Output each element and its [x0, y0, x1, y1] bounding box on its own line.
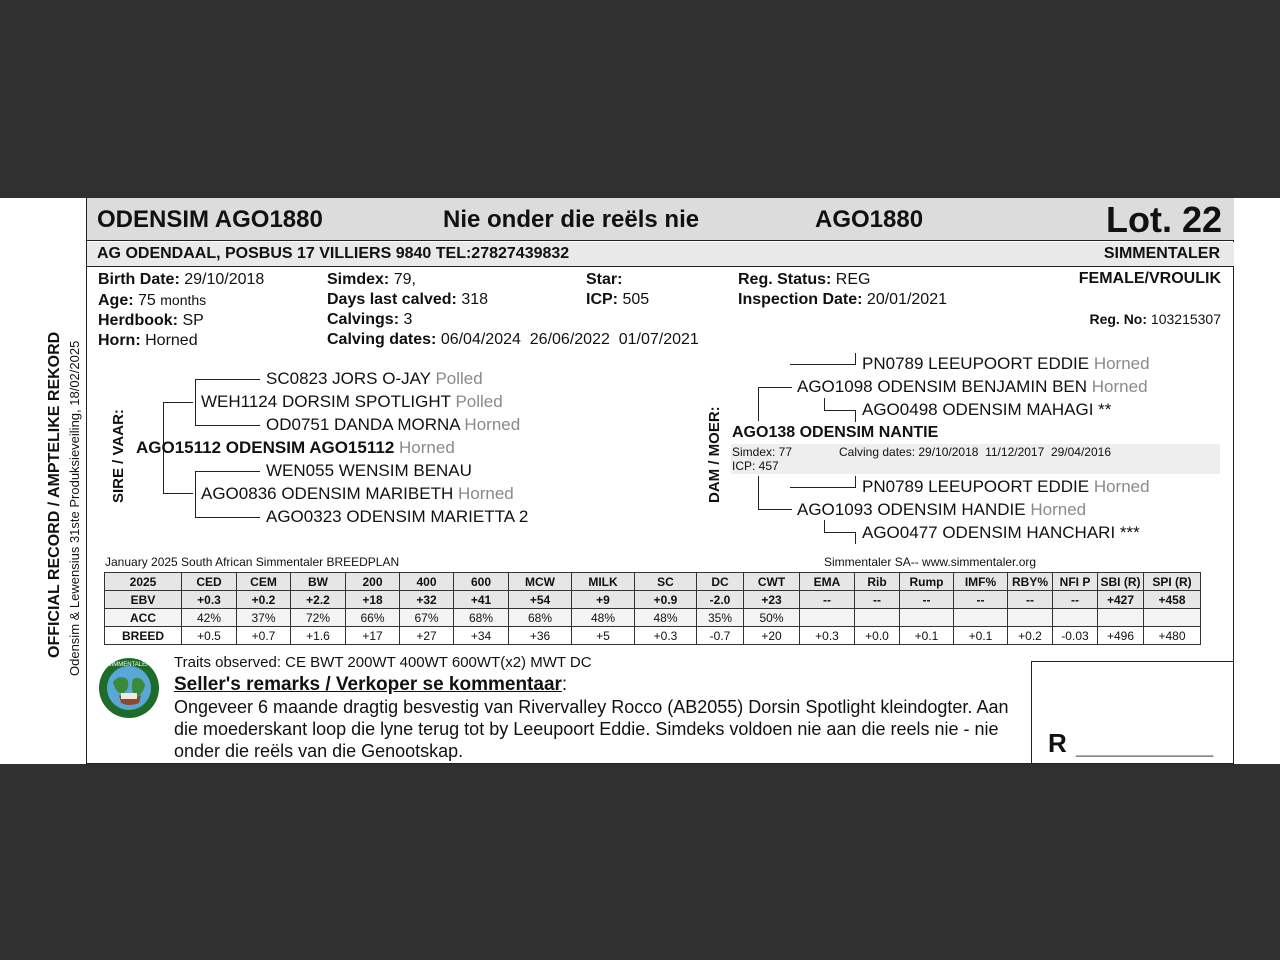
horn-value: Horned: [145, 332, 198, 349]
age-unit: months: [160, 292, 207, 308]
ped-horn: Horned: [1093, 354, 1150, 373]
ped-horn: Polled: [455, 392, 503, 411]
breedplan-cell: -2.0: [697, 591, 744, 609]
breedplan-cell: +20: [744, 627, 800, 645]
breedplan-cell: +34: [454, 627, 509, 645]
breedplan-cell: CEM: [237, 573, 291, 591]
info-col-1: [98, 270, 264, 351]
remarks-colon: :: [561, 674, 568, 695]
breedplan-cell: --: [800, 591, 855, 609]
sire-dam-dam: [266, 507, 528, 527]
breedplan-cell: Rib: [855, 573, 900, 591]
breedplan-cell: -0.7: [697, 627, 744, 645]
breedplan-cell: SPI (R): [1144, 573, 1201, 591]
official-record-label: OFFICIAL RECORD / AMPTELIKE REKORD: [46, 331, 63, 658]
breedplan-cell: +9: [572, 591, 635, 609]
dam-icp: ICP: 457: [732, 459, 779, 473]
dam-simdex: Simdex: 77: [732, 445, 793, 459]
traits-observed: Traits observed: CE BWT 200WT 400WT 600WT(x2) MWT DC: [174, 654, 592, 671]
ped-name: PN0789 LEEUPOORT EDDIE: [862, 354, 1090, 373]
breedplan-cell: +0.3: [635, 627, 697, 645]
breedplan-cell: SBI (R): [1098, 573, 1144, 591]
sire-sire-sire: [266, 369, 483, 389]
breedplan-cell: +23: [744, 591, 800, 609]
breedplan-acc-row: [105, 609, 1201, 627]
ped-name: AGO0477 ODENSIM HANCHARI ***: [862, 523, 1140, 542]
animal-name: ODENSIM AGO1880: [97, 206, 323, 233]
breed-name: SIMMENTALER: [1103, 245, 1220, 262]
ped-horn: Horned: [399, 438, 455, 457]
breedplan-cell: +2.2: [291, 591, 346, 609]
breedplan-cell: EBV: [105, 591, 182, 609]
breedplan-cell: 72%: [291, 609, 346, 627]
breedplan-cell: [954, 609, 1008, 627]
ped-name: AGO15112 ODENSIM AGO15112: [136, 438, 395, 457]
lot-title: Nie onder die reëls nie: [443, 206, 700, 233]
breedplan-cell: 50%: [744, 609, 800, 627]
breedplan-cell: 48%: [572, 609, 635, 627]
breedplan-cell: +0.2: [1008, 627, 1053, 645]
breedplan-cell: 200: [346, 573, 400, 591]
dam-dam: [797, 500, 1086, 520]
ped-horn: Horned: [464, 415, 521, 434]
ped-horn: Horned: [1093, 477, 1150, 496]
remarks-text: Ongeveer 6 maande dragtig besvestig van Rivervalley Rocco (AB2055) Dorsin Spotlight kleindogter. Aan die moederskant loop die lyne terug tot by Leeupoort Eddie. Simdeks voldoen nie aan die reels nie - nie onder die reëls van die Genootskap.: [174, 697, 1009, 761]
ped-name: WEN055 WENSIM BENAU: [266, 461, 472, 480]
breedplan-cell: +17: [346, 627, 400, 645]
price-symbol: R: [1048, 728, 1067, 758]
breedplan-cell: CWT: [744, 573, 800, 591]
ped-name: AGO1098 ODENSIM BENJAMIN BEN: [797, 377, 1088, 396]
sire: [136, 438, 455, 458]
calvings-label: Calvings:: [327, 311, 400, 328]
breedplan-cell: [1008, 609, 1053, 627]
breedplan-cell: RBY%: [1008, 573, 1053, 591]
star-label: Star:: [586, 271, 623, 288]
ped-horn: Polled: [435, 369, 483, 388]
breedplan-cell: +427: [1098, 591, 1144, 609]
sex-label: FEMALE/VROULIK: [1078, 270, 1221, 287]
simdex-label: Simdex:: [327, 271, 390, 288]
breedplan-cell: Rump: [900, 573, 954, 591]
breedplan-cell: 68%: [454, 609, 509, 627]
herdbook-label: Herdbook:: [98, 312, 178, 329]
breedplan-cell: 42%: [182, 609, 237, 627]
breedplan-cell: DC: [697, 573, 744, 591]
ped-horn: Horned: [457, 484, 514, 503]
breedplan-cell: [900, 609, 954, 627]
breedplan-website: Simmentaler SA-- www.simmentaler.org: [824, 555, 1037, 569]
breedplan-cell: +1.6: [291, 627, 346, 645]
dam-label: DAM / MOER:: [706, 406, 723, 503]
ped-name: OD0751 DANDA MORNA: [266, 415, 460, 434]
breedplan-cell: +32: [400, 591, 454, 609]
breedplan-cell: [1144, 609, 1201, 627]
simdex-value: 79,: [393, 271, 416, 288]
breedplan-cell: ACC: [105, 609, 182, 627]
breedplan-breed-row: [105, 627, 1201, 645]
horn-label: Horn:: [98, 332, 141, 349]
breedplan-cell: 68%: [509, 609, 572, 627]
sire-dam: [201, 484, 514, 504]
dam-stats-box: [731, 444, 1220, 474]
breedplan-cell: BW: [291, 573, 346, 591]
reg-status-value: REG: [835, 271, 871, 288]
inspection-date-label: Inspection Date:: [738, 291, 863, 308]
breedplan-cell: +0.1: [900, 627, 954, 645]
remarks-title: Seller's remarks / Verkoper se kommentaar: [174, 674, 562, 695]
breedplan-cell: +27: [400, 627, 454, 645]
breedplan-cell: +0.7: [237, 627, 291, 645]
breedplan-cell: CED: [182, 573, 237, 591]
breedplan-cell: 600: [454, 573, 509, 591]
icp-label: ICP:: [586, 291, 618, 308]
breedplan-cell: MILK: [572, 573, 635, 591]
breedplan-cell: 48%: [635, 609, 697, 627]
breedplan-cell: +36: [509, 627, 572, 645]
sire-label: SIRE / VAAR:: [110, 409, 127, 503]
breedplan-cell: [1053, 609, 1098, 627]
dam-sire-sire: [862, 354, 1150, 374]
breedplan-cell: +0.0: [855, 627, 900, 645]
sire-sire: [201, 392, 503, 412]
ped-name: AGO1093 ODENSIM HANDIE: [797, 500, 1026, 519]
breedplan-cell: +54: [509, 591, 572, 609]
info-col-3: [586, 270, 649, 310]
breedplan-ebv-row: [105, 591, 1201, 609]
calvings-value: 3: [403, 311, 413, 328]
reg-no-label: Reg. No:: [1089, 311, 1148, 327]
dam-dam-dam: [862, 523, 1140, 543]
breeder-bar: [87, 242, 1234, 267]
breeder-address: AG ODENDAAL, POSBUS 17 VILLIERS 9840 TEL:27827439832: [97, 245, 570, 262]
breedplan-cell: +0.3: [800, 627, 855, 645]
ped-name: PN0789 LEEUPOORT EDDIE: [862, 477, 1090, 496]
breedplan-cell: +0.9: [635, 591, 697, 609]
auction-label: Odensim & Lewensius 31ste Produksieveiling, 18/02/2025: [67, 340, 82, 676]
breedplan-cell: [1098, 609, 1144, 627]
breedplan-cell: +0.2: [237, 591, 291, 609]
breedplan-caption: January 2025 South African Simmentaler BREEDPLAN: [105, 555, 400, 569]
animal-code: AGO1880: [815, 206, 924, 233]
breedplan-cell: BREED: [105, 627, 182, 645]
birth-date: 29/10/2018: [184, 271, 265, 288]
breedplan-cell: [855, 609, 900, 627]
dam: AGO138 ODENSIM NANTIE: [732, 424, 939, 441]
breedplan-cell: 400: [400, 573, 454, 591]
dam-sire-dam: [862, 400, 1111, 420]
age-label: Age:: [98, 292, 134, 309]
ped-horn: Horned: [1091, 377, 1148, 396]
breedplan-cell: +0.5: [182, 627, 237, 645]
breedplan-cell: +0.3: [182, 591, 237, 609]
breedplan-cell: EMA: [800, 573, 855, 591]
dam-sire: [797, 377, 1148, 397]
breedplan-cell: --: [954, 591, 1008, 609]
simmentaler-logo: [97, 657, 161, 719]
ped-horn: Horned: [1030, 500, 1087, 519]
ped-name: AGO0836 ODENSIM MARIBETH: [201, 484, 454, 503]
breedplan-cell: --: [900, 591, 954, 609]
breedplan-cell: 67%: [400, 609, 454, 627]
age-value: 75: [138, 292, 156, 309]
icp-value: 505: [622, 291, 650, 308]
breedplan-cell: +41: [454, 591, 509, 609]
breedplan-cell: +496: [1098, 627, 1144, 645]
breedplan-cell: SC: [635, 573, 697, 591]
price-box: [1031, 661, 1234, 764]
remarks-heading: [174, 674, 567, 696]
price-line[interactable]: ___________________: [1076, 742, 1214, 757]
breedplan-cell: +18: [346, 591, 400, 609]
breedplan-cell: +5: [572, 627, 635, 645]
breedplan-cell: MCW: [509, 573, 572, 591]
ped-name: SC0823 JORS O-JAY: [266, 369, 431, 388]
breedplan-cell: 37%: [237, 609, 291, 627]
sire-sire-dam: [266, 415, 520, 435]
days-last-calved-value: 318: [461, 291, 489, 308]
breedplan-cell: +480: [1144, 627, 1201, 645]
lot-number: Lot. 22: [1105, 199, 1222, 240]
calving-dates-label: Calving dates:: [327, 331, 437, 348]
breedplan-cell: 35%: [697, 609, 744, 627]
birth-label: Birth Date:: [98, 271, 180, 288]
dam-calving-dates: Calving dates: 29/10/2018 11/12/2017 29/04/2016: [839, 445, 1111, 459]
herdbook-value: SP: [182, 312, 204, 329]
breedplan-cell: 2025: [105, 573, 182, 591]
reg-no-value: 103215307: [1150, 311, 1221, 327]
breedplan-cell: --: [1053, 591, 1098, 609]
breedplan-cell: +458: [1144, 591, 1201, 609]
breedplan-cell: +0.1: [954, 627, 1008, 645]
lot-card-page: [0, 198, 1280, 764]
breedplan-cell: NFI P: [1053, 573, 1098, 591]
reg-status-label: Reg. Status:: [738, 271, 832, 288]
breedplan-table: [104, 572, 1201, 645]
breedplan-cell: -0.03: [1053, 627, 1098, 645]
header-bar: [87, 198, 1234, 241]
breedplan-cell: [800, 609, 855, 627]
dam-dam-sire: [862, 477, 1150, 497]
inspection-date-value: 20/01/2021: [866, 291, 947, 308]
ped-name: AGO0323 ODENSIM MARIETTA 2: [266, 507, 529, 526]
breedplan-cell: 66%: [346, 609, 400, 627]
calving-dates-value: 06/04/2024 26/06/2022 01/07/2021: [440, 331, 699, 348]
ped-name: WEH1124 DORSIM SPOTLIGHT: [201, 392, 451, 411]
breedplan-cell: IMF%: [954, 573, 1008, 591]
sire-dam-sire: [266, 461, 472, 481]
reg-no: [1089, 311, 1221, 327]
ped-name: AGO0498 ODENSIM MAHAGI **: [862, 400, 1112, 419]
breedplan-header-row: [105, 573, 1201, 591]
days-last-calved-label: Days last calved:: [327, 291, 457, 308]
info-col-4: [738, 270, 947, 310]
breedplan-cell: --: [1008, 591, 1053, 609]
breedplan-cell: --: [855, 591, 900, 609]
logo-text: SIMMENTALER: [107, 662, 151, 668]
